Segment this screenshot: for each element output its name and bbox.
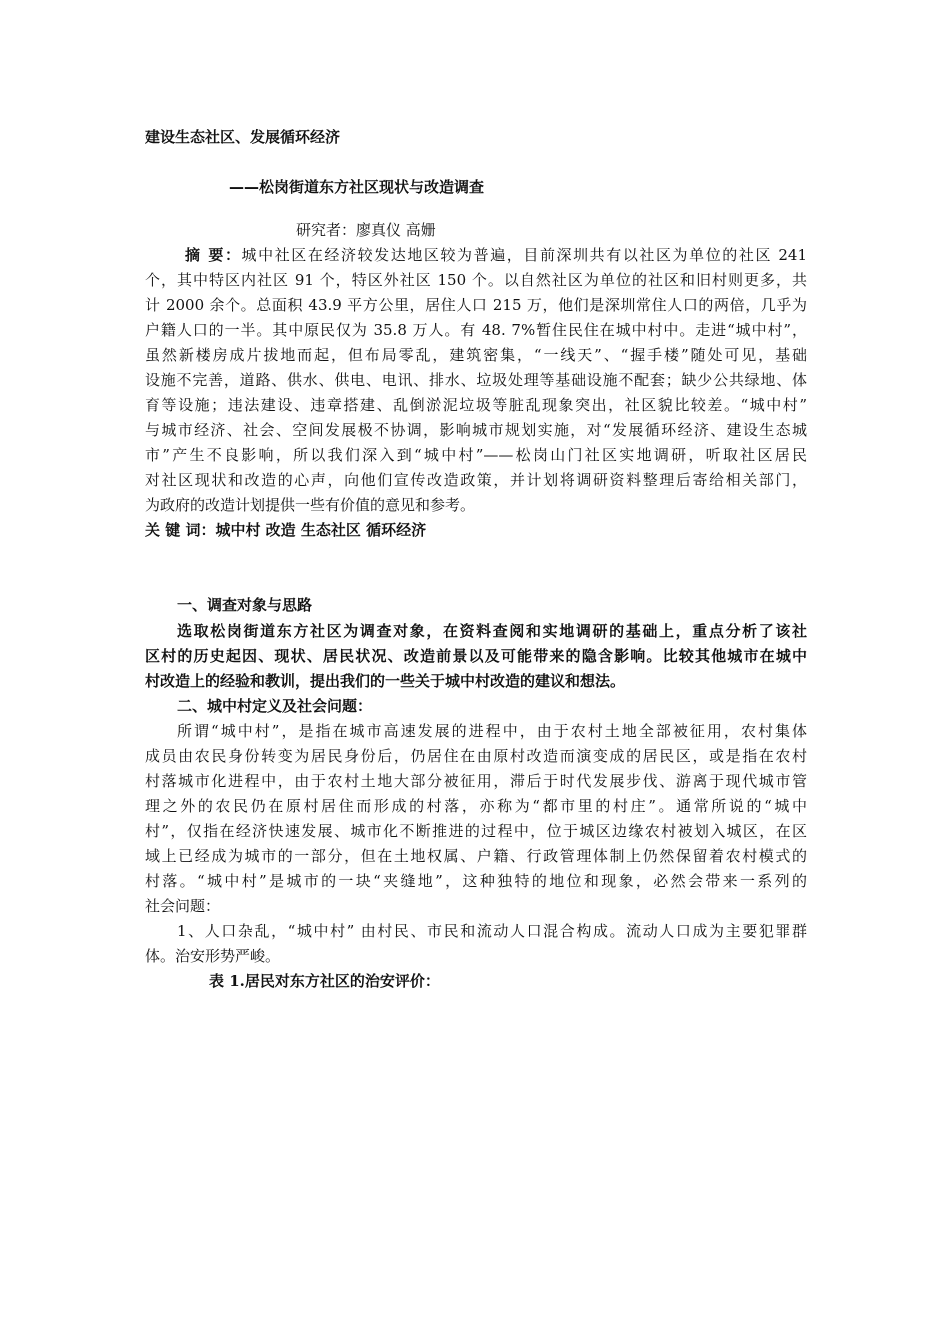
section2-line: 村落。“城中村”是城市的一块“夹缝地”，这种独特的地位和现象，必然会带来一系列的 xyxy=(145,872,807,890)
abstract-line: 设施不完善，道路、供水、供电、电讯、排水、垃圾处理等基础设施不配套；缺少公共绿地、体 xyxy=(145,371,807,389)
authors-line: 研究者：廖真仪 高姗 xyxy=(296,221,436,239)
document-subtitle: ——松岗街道东方社区现状与改造调查 xyxy=(229,178,485,196)
item1-line: 1、人口杂乱，“城中村” 由村民、市民和流动人口混合构成。流动人口成为主要犯罪群 xyxy=(177,922,807,940)
abstract-line: 户籍人口的一半。其中原民仅为 35.8 万人。有 48. 7%暂住民住在城中村中。走进“城中村”， xyxy=(145,321,807,339)
abstract-text: 城中社区在经济较发达地区较为普遍，目前深圳共有以社区为单位的社区 241 xyxy=(241,246,807,264)
abstract-line: 对社区现状和改造的心声，向他们宣传改造政策，并计划将调研资料整理后寄给相关部门， xyxy=(145,471,807,489)
document-title: 建设生态社区、发展循环经济 xyxy=(145,128,341,146)
section2-line: 社会问题： xyxy=(145,897,221,915)
section1-line: 区村的历史起因、现状、居民状况、改造前景以及可能带来的隐含影响。比较其他城市在城中 xyxy=(145,647,807,665)
section2-line: 理之外的农民仍在原村居住而形成的村落，亦称为“都市里的村庄”。通常所说的“城中 xyxy=(145,797,807,815)
abstract-line-1 xyxy=(185,243,807,268)
section2-line: 域上已经成为城市的一部分，但在土地权属、户籍、行政管理体制上仍然保留着农村模式的 xyxy=(145,847,807,865)
table-caption: 表 1.居民对东方社区的治安评价： xyxy=(209,972,440,990)
abstract-line: 计 2000 余个。总面积 43.9 平方公里，居住人口 215 万，他们是深圳常住人口的两倍，几乎为 xyxy=(145,296,807,314)
section-heading-2: 二、城中村定义及社会问题： xyxy=(177,697,373,715)
section2-line: 所谓“城中村”，是指在城市高速发展的进程中，由于农村土地全部被征用，农村集体 xyxy=(177,722,807,740)
section-heading-1: 一、调查对象与思路 xyxy=(177,596,313,614)
abstract-line: 与城市经济、社会、空间发展极不协调，影响城市规划实施，对“发展循环经济、建设生态城 xyxy=(145,421,807,439)
keywords-line: 关 键 词：城中村 改造 生态社区 循环经济 xyxy=(145,521,427,539)
section2-line: 成员由农民身份转变为居民身份后，仍居住在由原村改造而演变成的居民区，或是指在农村 xyxy=(145,747,807,765)
section1-line: 选取松岗街道东方社区为调查对象，在资料查阅和实地调研的基础上，重点分析了该社 xyxy=(177,622,807,640)
abstract-label: 摘 要： xyxy=(185,246,242,264)
abstract-line: 个，其中特区内社区 91 个，特区外社区 150 个。以自然社区为单位的社区和旧村则更多，共 xyxy=(145,271,807,289)
section2-line: 村”，仅指在经济快速发展、城市化不断推进的过程中，位于城区边缘农村被划入城区，在区 xyxy=(145,822,807,840)
abstract-line: 市”产生不良影响，所以我们深入到“城中村”——松岗山门社区实地调研，听取社区居民 xyxy=(145,446,807,464)
abstract-line: 为政府的改造计划提供一些有价值的意见和参考。 xyxy=(145,496,476,514)
item1-line: 体。治安形势严峻。 xyxy=(145,947,281,965)
abstract-line: 虽然新楼房成片拔地而起，但布局零乱，建筑密集，“一线天”、“握手楼”随处可见，基础 xyxy=(145,346,807,364)
section2-line: 村落城市化进程中，由于农村土地大部分被征用，滞后于时代发展步伐、游离于现代城市管 xyxy=(145,772,807,790)
section1-line: 村改造上的经验和教训，提出我们的一些关于城中村改造的建议和想法。 xyxy=(145,672,626,690)
abstract-line: 育等设施；违法建设、违章搭建、乱倒淤泥垃圾等脏乱现象突出，社区貌比较差。“城中村” xyxy=(145,396,807,414)
